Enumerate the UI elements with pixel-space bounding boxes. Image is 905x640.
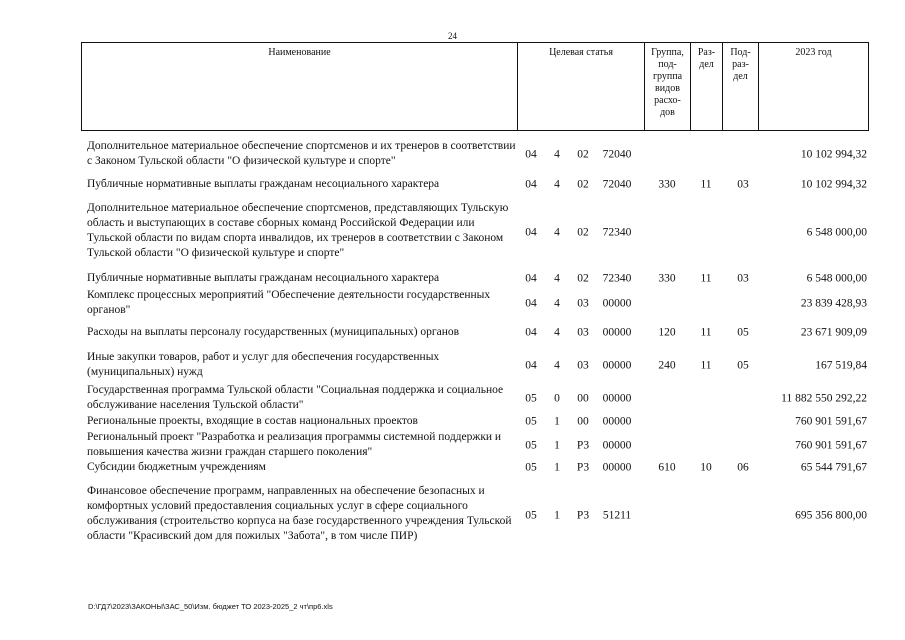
row-c4: 00000	[602, 461, 632, 474]
table-row	[81, 271, 869, 287]
row-c3: 03	[577, 297, 589, 310]
row-name: Иные закупки товаров, работ и услуг для обеспечения государственных (муниципальных) нужд	[87, 351, 440, 378]
row-name: Комплекс процессных мероприятий "Обеспечение деятельности государственных органов"	[87, 289, 491, 316]
row-c3: 02	[577, 272, 589, 285]
row-group: 610	[658, 461, 676, 474]
row-amount: 167 519,84	[815, 359, 867, 372]
header-group: Группа, под- группа видов расхо- дов	[644, 43, 690, 130]
row-c2: 4	[554, 297, 560, 310]
row-c2: 4	[554, 148, 560, 161]
row-c3: 00	[577, 392, 589, 405]
row-amount: 10 102 994,32	[800, 178, 867, 191]
row-subsection: 05	[737, 359, 749, 372]
row-c2: 4	[554, 226, 560, 238]
row-c1: 05	[525, 415, 537, 428]
row-c2: 4	[554, 359, 560, 372]
row-c1: 04	[525, 326, 537, 339]
row-c3: P3	[576, 509, 590, 521]
row-c3: 00	[577, 415, 589, 428]
row-group: 120	[658, 326, 676, 339]
row-c3: P3	[576, 461, 590, 474]
row-c3: 03	[577, 326, 589, 339]
page-number: 24	[448, 31, 457, 41]
row-group: 240	[658, 359, 676, 372]
row-c4: 00000	[602, 297, 632, 310]
row-amount: 6 548 000,00	[806, 226, 867, 238]
table-header	[81, 42, 869, 131]
row-c1: 05	[525, 509, 537, 521]
row-name: Дополнительное материальное обеспечение спортсменов, представляющих Тульскую область и выступающих в составе сборных команд Российской Федерации или Тульской области по видам спорта инвалидов, их тренеров в соответствии с Законом Тульской области "О физической культуре и спорте"	[87, 202, 509, 259]
row-section: 11	[700, 359, 712, 372]
row-name: Публичные нормативные выплаты гражданам несоциального характера	[87, 272, 440, 284]
row-section: 11	[700, 178, 712, 191]
row-amount: 760 901 591,67	[795, 439, 867, 452]
row-subsection: 03	[737, 272, 749, 285]
row-section: 10	[700, 461, 712, 474]
row-c3: 02	[577, 178, 589, 191]
table-row	[81, 350, 869, 382]
row-c1: 04	[525, 272, 537, 285]
row-c3: 03	[577, 359, 589, 372]
row-c2: 1	[554, 509, 560, 521]
row-c4: 51211	[602, 509, 632, 521]
row-section: 11	[700, 272, 712, 285]
row-c2: 1	[554, 415, 560, 428]
row-name: Региональный проект "Разработка и реализация программы системной поддержки и повышения качества жизни граждан старшего поколения"	[87, 431, 502, 458]
row-c4: 00000	[602, 415, 632, 428]
header-section: Раз- дел	[690, 43, 722, 130]
row-c1: 05	[525, 461, 537, 474]
row-c3: 02	[577, 226, 589, 238]
row-c1: 05	[525, 392, 537, 405]
row-c1: 04	[525, 178, 537, 191]
row-amount: 760 901 591,67	[795, 415, 867, 428]
row-group: 330	[658, 272, 676, 285]
table-row	[81, 383, 869, 415]
row-amount: 23 839 428,93	[800, 297, 867, 310]
row-c2: 1	[554, 461, 560, 474]
header-name: Наименование	[268, 47, 331, 58]
row-c1: 04	[525, 297, 537, 310]
row-c4: 00000	[602, 359, 632, 372]
header-target: Целевая статья	[517, 43, 644, 130]
row-c2: 4	[554, 178, 560, 191]
row-c4: 00000	[602, 439, 632, 452]
row-c1: 05	[525, 439, 537, 452]
row-c2: 0	[554, 392, 560, 405]
row-subsection: 06	[737, 461, 749, 474]
row-c1: 04	[525, 148, 537, 161]
row-name: Региональные проекты, входящие в состав национальных проектов	[87, 415, 418, 427]
row-name: Финансовое обеспечение программ, направленных на обеспечение безопасных и комфортных условий предоставления социальных услуг в сфере социального обслуживания (строительство корпуса на базе государственного учреждения Тульской области "Красивский дом для пожилых "Забота", в том числе ПИР)	[87, 485, 512, 542]
row-c1: 04	[525, 359, 537, 372]
table-row	[81, 484, 869, 547]
table-row	[81, 139, 869, 171]
row-name: Публичные нормативные выплаты гражданам несоциального характера	[87, 178, 440, 190]
row-amount: 695 356 800,00	[795, 509, 867, 521]
file-path-footer: D:\ГД7\2023\ЗАКОНЫ\ЗАС_50\Изм. бюджет ТО 2023-2025_2 чт\пр6.xls	[88, 602, 333, 611]
row-c4: 72340	[602, 226, 632, 238]
row-amount: 11 882 550 292,22	[781, 392, 867, 405]
row-c1: 04	[525, 226, 537, 238]
row-c3: 02	[577, 148, 589, 161]
header-year: 2023 год	[758, 43, 868, 130]
row-name: Расходы на выплаты персоналу государственных (муниципальных) органов	[87, 326, 460, 338]
row-name: Дополнительное материальное обеспечение спортсменов и их тренеров в соответствии с Законом Тульской области "О физической культуре и спорте"	[87, 140, 516, 167]
table-row	[81, 460, 869, 476]
row-amount: 65 544 791,67	[800, 461, 867, 474]
row-c4: 72040	[602, 178, 632, 191]
row-name: Субсидии бюджетным учреждениям	[87, 461, 266, 473]
table-row	[81, 430, 869, 462]
row-c2: 1	[554, 439, 560, 452]
row-section: 11	[700, 326, 712, 339]
table-row	[81, 288, 869, 320]
row-name: Государственная программа Тульской области "Социальная поддержка и социальное обслуживание населения Тульской области"	[87, 384, 504, 411]
row-c4: 00000	[602, 392, 632, 405]
row-subsection: 05	[737, 326, 749, 339]
table-row	[81, 325, 869, 341]
row-subsection: 03	[737, 178, 749, 191]
row-amount: 10 102 994,32	[800, 148, 867, 161]
row-c4: 72340	[602, 272, 632, 285]
row-group: 330	[658, 178, 676, 191]
row-amount: 23 671 909,09	[800, 326, 867, 339]
header-subsection: Под- раз- дел	[722, 43, 758, 130]
table-row	[81, 177, 869, 193]
row-amount: 6 548 000,00	[806, 272, 867, 285]
row-c3: P3	[576, 439, 590, 452]
table-row	[81, 414, 869, 430]
row-c2: 4	[554, 272, 560, 285]
row-c2: 4	[554, 326, 560, 339]
row-c4: 00000	[602, 326, 632, 339]
table-row	[81, 201, 869, 264]
row-c4: 72040	[602, 148, 632, 161]
